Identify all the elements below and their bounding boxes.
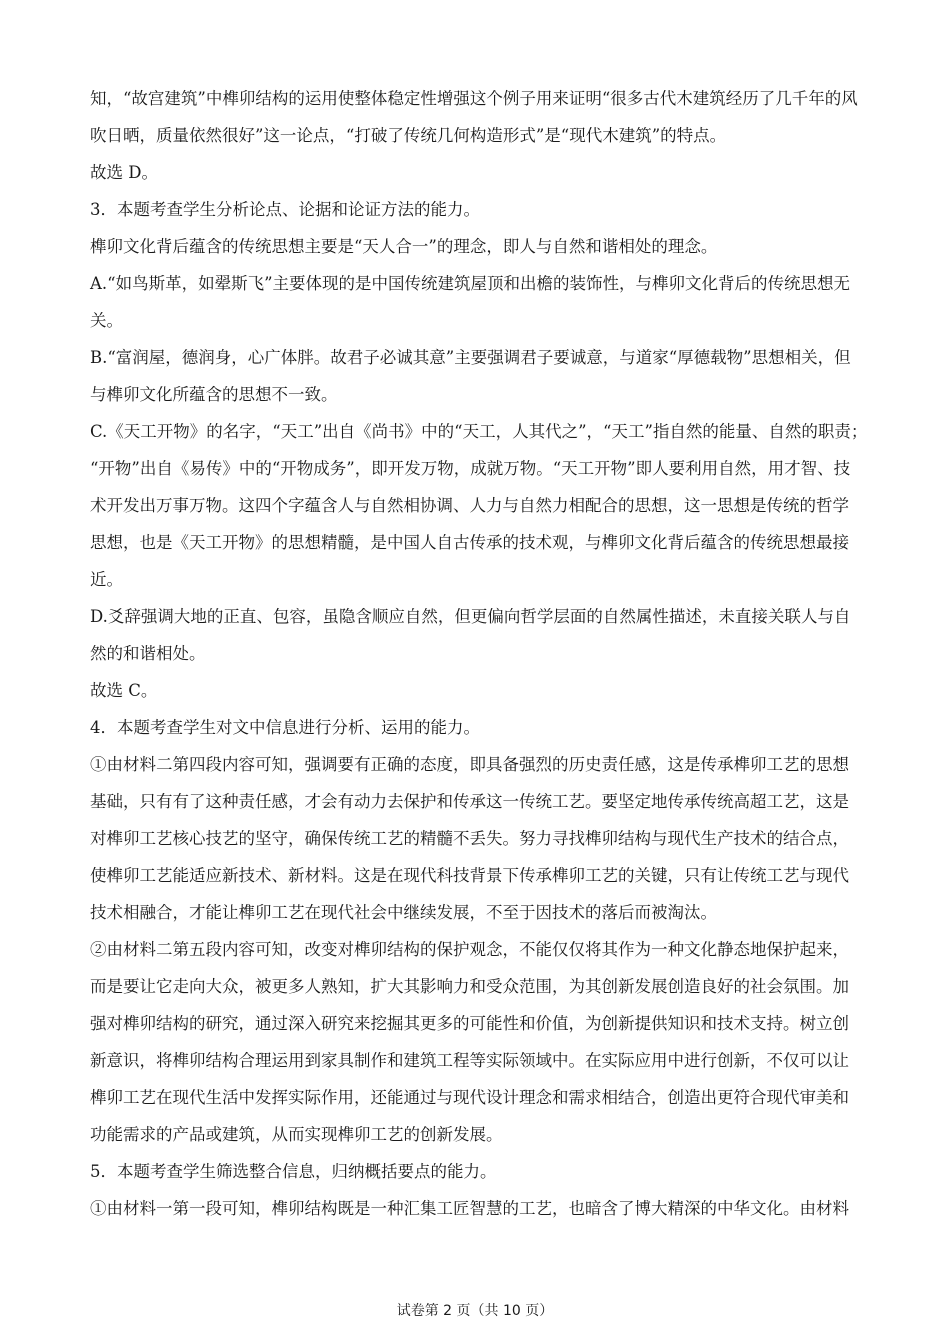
text-line: 思想，也是《天工开物》的思想精髓，是中国人自古传承的技术观，与榫卯文化背后蕴含的传统思想最接 [90,533,849,552]
text-line: 新意识，将榫卯结构合理运用到家具制作和建筑工程等实际领域中。在实际应用中进行创新，不仅可以让 [90,1051,849,1070]
text-line: 榫卯工艺在现代生活中发挥实际作用，还能通过与现代设计理念和需求相结合，创造出更符合现代审美和 [90,1088,849,1107]
text-line: ②由材料二第五段内容可知，改变对榫卯结构的保护观念，不能仅仅将其作为一种文化静态地保护起来， [90,940,849,959]
text-line: 而是要让它走向大众，被更多人熟知，扩大其影响力和受众范围，为其创新发展创造良好的社会氛围。加 [90,977,849,996]
text-line: A.“如鸟斯革，如翚斯飞”主要体现的是中国传统建筑屋顶和出檐的装饰性，与榫卯文化背后的传统思想无 [90,274,851,293]
text-line: 然的和谐相处。 [90,644,206,663]
text-line: D.爻辞强调大地的正直、包容，虽隐含顺应自然，但更偏向哲学层面的自然属性描述，未直接关联人与自 [90,607,851,626]
text-line: 对榫卯工艺核心技艺的坚守，确保传统工艺的精髓不丢失。努力寻找榫卯结构与现代生产技术的结合点， [90,829,849,848]
text-line: 吹日晒，质量依然很好”这一论点，“打破了传统几何构造形式”是“现代木建筑”的特点。 [90,126,727,145]
page-footer: 试卷第 2 页（共 10 页） [396,1303,554,1319]
text-line: 与榫卯文化所蕴含的思想不一致。 [90,385,338,404]
text-line: 功能需求的产品或建筑，从而实现榫卯工艺的创新发展。 [90,1125,503,1144]
text-line: ①由材料一第一段可知，榫卯结构既是一种汇集工匠智慧的工艺，也暗含了博大精深的中华文化。由材料 [90,1199,849,1218]
text-line: 基础，只有有了这种责任感，才会有动力去保护和传承这一传统工艺。要坚定地传承传统高超工艺，这是 [90,792,849,811]
text-line: ①由材料二第四段内容可知，强调要有正确的态度，即具备强烈的历史责任感，这是传承榫卯工艺的思想 [90,755,849,774]
text-line: 术开发出万事万物。这四个字蕴含人与自然相协调、人力与自然力相配合的思想，这一思想是传统的哲学 [90,496,849,515]
text-line: 榫卯文化背后蕴含的传统思想主要是“天人合一”的理念，即人与自然和谐相处的理念。 [90,237,718,256]
text-line: 使榫卯工艺能适应新技术、新材料。这是在现代科技背景下传承榫卯工艺的关键，只有让传统工艺与现代 [90,866,849,885]
text-line: 故选 C。 [90,681,158,700]
text-line: B.“富润屋，德润身，心广体胖。故君子必诚其意”主要强调君子要诚意，与道家“厚德载物”思想相关，但 [90,348,851,367]
text-line: 强对榫卯结构的研究，通过深入研究来挖掘其更多的可能性和价值，为创新提供知识和技术支持。树立创 [90,1014,849,1033]
text-line: 知，“故宫建筑”中榫卯结构的运用使整体稳定性增强这个例子用来证明“很多古代木建筑经历了几千年的风 [90,89,858,108]
text-line: 5．本题考查学生筛选整合信息，归纳概括要点的能力。 [90,1162,497,1181]
text-line: C.《天工开物》的名字，“天工”出自《尚书》中的“天工，人其代之”，“天工”指自然的能量、自然的职责； [90,422,868,441]
text-line: 关。 [90,311,123,330]
text-line: 4．本题考查学生对文中信息进行分析、运用的能力。 [90,718,480,737]
text-line: 3．本题考查学生分析论点、论据和论证方法的能力。 [90,200,480,219]
text-line: 技术相融合，才能让榫卯工艺在现代社会中继续发展，不至于因技术的落后而被淘汰。 [90,903,717,922]
text-line: 近。 [90,570,123,589]
text-line: 故选 D。 [90,163,158,182]
text-line: “开物”出自《易传》中的“开物成务”，即开发万物，成就万物。“天工开物”即人要利用自然，用才智、技 [90,459,851,478]
answer-body [90,84,868,1231]
